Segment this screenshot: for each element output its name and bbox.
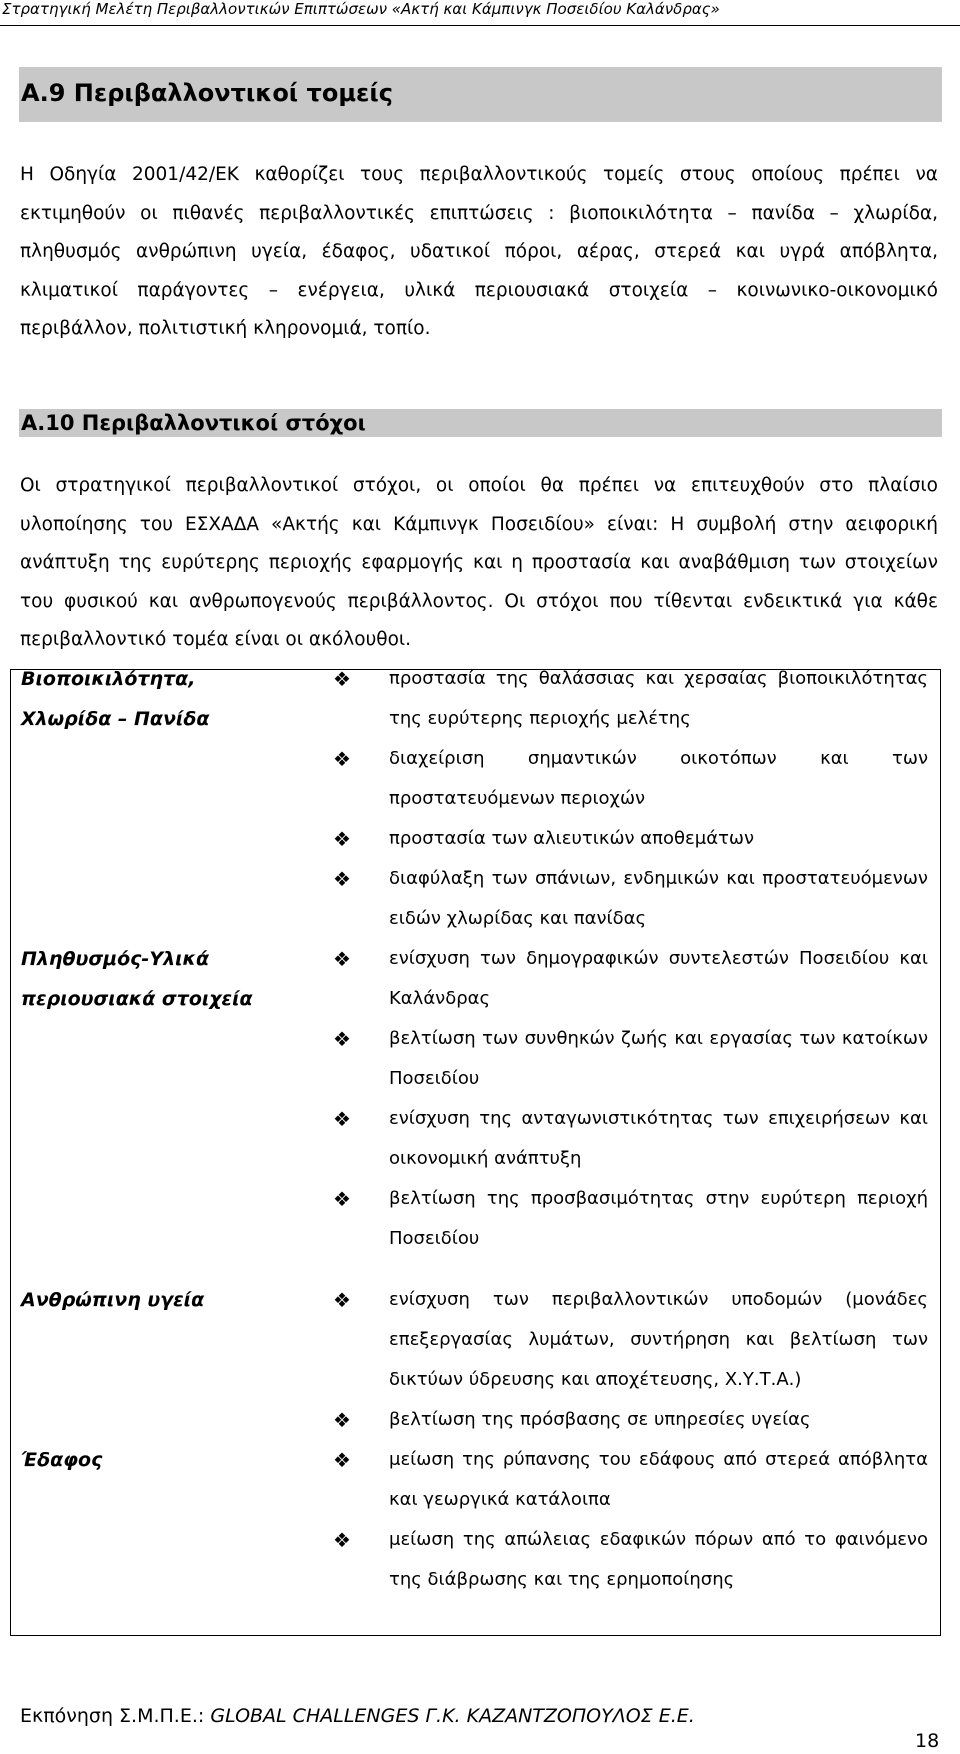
footer-company: GLOBAL CHALLENGES Γ.Κ. ΚΑΖΑΝΤΖΟΠΟΥΛΟΣ Ε.Ε.	[210, 1705, 695, 1727]
section-heading-a9: Α.9 Περιβαλλοντικοί τομείς	[19, 67, 942, 122]
category-line: Βιοποικιλότητα,	[21, 668, 196, 690]
category-line: Πληθυσμός-Υλικά	[21, 948, 210, 970]
objective-item	[333, 819, 928, 859]
table-category	[21, 1280, 281, 1320]
diamond-bullet-icon: ❖	[333, 1187, 351, 1211]
objective-list	[333, 939, 928, 1259]
objective-text: ενίσχυση της ανταγωνιστικότητας των επιχειρήσεων και οικονομική ανάπτυξη	[389, 1108, 928, 1169]
page-footer	[20, 1705, 695, 1727]
category-line: περιουσιακά στοιχεία	[21, 988, 253, 1010]
diamond-bullet-icon: ❖	[333, 1027, 351, 1051]
objective-item	[333, 1099, 928, 1179]
diamond-bullet-icon: ❖	[333, 867, 351, 891]
objective-text: ενίσχυση των περιβαλλοντικών υποδομών (μονάδες επεξεργασίας λυμάτων, συντήρηση και βελτίωση των δικτύων ύδρευσης και αποχέτευσης, Χ.Υ.Τ.Α.)	[389, 1289, 928, 1390]
objectives-table	[10, 669, 941, 1636]
running-header: Στρατηγική Μελέτη Περιβαλλοντικών Επιπτώσεων «Ακτή και Κάμπινγκ Ποσειδίου Καλάνδρας»	[0, 0, 960, 26]
objective-text: μείωση της απώλειας εδαφικών πόρων από το φαινόμενο της διάβρωσης και της ερημοποίησης	[389, 1529, 928, 1590]
category-line: Χλωρίδα – Πανίδα	[21, 708, 210, 730]
objective-item	[333, 1520, 928, 1600]
objective-list	[333, 659, 928, 939]
objective-text: βελτίωση της πρόσβασης σε υπηρεσίες υγείας	[389, 1409, 811, 1430]
category-line: Ανθρώπινη υγεία	[21, 1289, 205, 1311]
objective-text: βελτίωση των συνθηκών ζωής και εργασίας των κατοίκων Ποσειδίου	[389, 1028, 928, 1089]
diamond-bullet-icon: ❖	[333, 1528, 351, 1552]
objective-text: ενίσχυση των δημογραφικών συντελεστών Ποσειδίου και Καλάνδρας	[389, 948, 928, 1009]
objective-item	[333, 1400, 928, 1440]
objective-list	[333, 1440, 928, 1600]
diamond-bullet-icon: ❖	[333, 947, 351, 971]
objective-text: προστασία των αλιευτικών αποθεμάτων	[389, 828, 755, 849]
diamond-bullet-icon: ❖	[333, 747, 351, 771]
diamond-bullet-icon: ❖	[333, 827, 351, 851]
objective-text: μείωση της ρύπανσης του εδάφους από στερεά απόβλητα και γεωργικά κατάλοιπα	[389, 1449, 928, 1510]
objective-list	[333, 1280, 928, 1440]
objective-text: προστασία της θαλάσσιας και χερσαίας βιοποικιλότητας της ευρύτερης περιοχής μελέτης	[389, 668, 928, 729]
diamond-bullet-icon: ❖	[333, 1448, 351, 1472]
diamond-bullet-icon: ❖	[333, 1107, 351, 1131]
objective-item	[333, 1179, 928, 1259]
table-category	[21, 1440, 281, 1480]
category-line: Έδαφος	[21, 1449, 103, 1471]
table-category	[21, 939, 281, 1019]
objective-text: βελτίωση της προσβασιμότητας στην ευρύτερη περιοχή Ποσειδίου	[389, 1188, 928, 1249]
objective-item	[333, 939, 928, 1019]
diamond-bullet-icon: ❖	[333, 1408, 351, 1432]
objective-item	[333, 1440, 928, 1520]
objective-item	[333, 1019, 928, 1099]
objective-item	[333, 859, 928, 939]
diamond-bullet-icon: ❖	[333, 667, 351, 691]
diamond-bullet-icon: ❖	[333, 1288, 351, 1312]
objective-item	[333, 739, 928, 819]
objective-item	[333, 659, 928, 739]
section-heading-a10: Α.10 Περιβαλλοντικοί στόχοι	[19, 409, 942, 437]
section-a10-paragraph: Οι στρατηγικοί περιβαλλοντικοί στόχοι, οι οποίοι θα πρέπει να επιτευχθούν στο πλαίσιο υλοποίησης του ΕΣΧΑΔΑ «Ακτής και Κάμπινγκ Ποσειδίου» είναι: Η συμβολή στην αειφορική ανάπτυξη της ευρύτερης περιοχής εφαρμογής και η προστασία και αναβάθμιση των στοιχείων του φυσικού και ανθρωπογενούς περιβάλλοντος. Οι στόχοι που τίθενται ενδεικτικά για κάθε περιβαλλοντικό τομέα είναι οι ακόλουθοι.	[20, 475, 938, 650]
table-category	[21, 659, 281, 739]
objective-text: διαφύλαξη των σπάνιων, ενδημικών και προστατευόμενων ειδών χλωρίδας και πανίδας	[389, 868, 928, 929]
page-number: 18	[915, 1730, 940, 1752]
footer-prefix: Εκπόνηση Σ.Μ.Π.Ε.:	[20, 1705, 211, 1727]
objective-item	[333, 1280, 928, 1400]
objective-text: διαχείριση σημαντικών οικοτόπων και των προστατευόμενων περιοχών	[389, 748, 928, 809]
section-a9-paragraph: Η Οδηγία 2001/42/ΕΚ καθορίζει τους περιβαλλοντικούς τομείς στους οποίους πρέπει να εκτιμηθούν οι πιθανές περιβαλλοντικές επιπτώσεις : βιοποικιλότητα – πανίδα – χλωρίδα, πληθυσμός ανθρώπινη υγεία, έδαφος, υδατικοί πόροι, αέρας, στερεά και υγρά απόβλητα, κλιματικοί παράγοντες – ενέργεια, υλικά περιουσιακά στοιχεία – κοινωνικο-οικονομικό περιβάλλον, πολιτιστική κληρονομιά, τοπίο.	[20, 164, 938, 339]
